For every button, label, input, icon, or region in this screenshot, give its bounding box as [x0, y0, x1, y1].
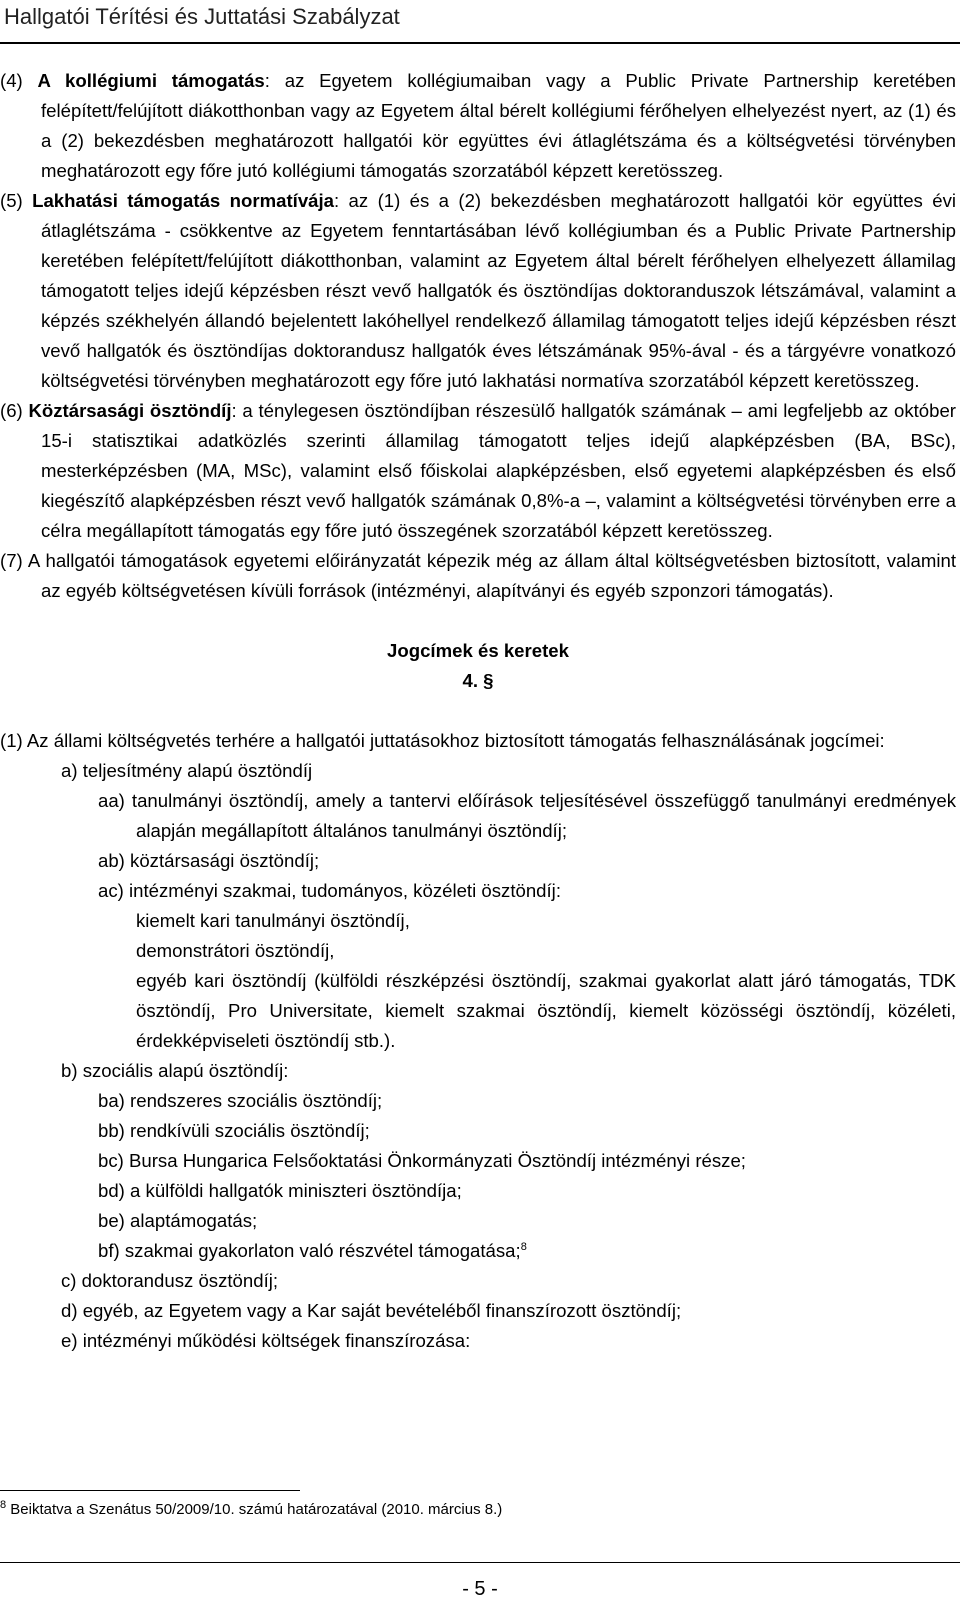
section-title: Jogcímek és keretek	[387, 640, 569, 661]
document-body	[0, 66, 956, 1356]
paragraph-5-number: (5)	[0, 190, 33, 211]
item-ac-3: egyéb kari ösztöndíj (külföldi részképzési ösztöndíj, szakmai gyakorlat alatt járó támogatás, TDK ösztöndíj, Pro Universitate, kiemelt szakmai ösztöndíj, kiemelt közösségi ösztöndíj, közéleti, érdekképviseleti ösztöndíj stb.).	[136, 970, 956, 1051]
item-bd: bd) a külföldi hallgatók miniszteri ösztöndíja;	[98, 1180, 462, 1201]
paragraph-7-text: A hallgatói támogatások egyetemi előirányzatát képezik még az állam által költségvetésben biztosított, valamint az egyéb költségvetésen kívüli források (intézményi, alapítványi és egyéb szponzori támogatás).	[27, 550, 956, 601]
footnote-mark: 8	[0, 1499, 7, 1511]
paragraph-5-text: : az (1) és a (2) bekezdésben meghatározott hallgatói kör együttes évi átlaglétszáma - csökkentve az Egyetem fenntartásában lévő kollégiumban és a Public Private Partnership keretében felépített/felújított diákotthonban, valamint az Egyetem által bérelt férőhelyen elhelyezett államilag támogatott teljes idejű képzésben részt vevő hallgatók és ösztöndíjas doktoranduszok létszámával, valamint a képzés székhelyén állandó bejelentett lakóhellyel rendelkező államilag támogatott teljes idejű képzésben részt vevő hallgatók és ösztöndíjas doktorandusz hallgatók éves létszámának 95%-ával - és a tárgyévre vonatkozó költségvetési törvényben meghatározott egy főre jutó lakhatási normatíva szorzatából képzett keretösszeg.	[41, 190, 957, 391]
paragraph-5-term: Lakhatási támogatás normatívája	[32, 190, 335, 211]
item-bf	[0, 1236, 956, 1266]
header-rule	[0, 42, 960, 44]
item-d: d) egyéb, az Egyetem vagy a Kar saját bevételéből finanszírozott ösztöndíj;	[61, 1300, 682, 1321]
paragraph-4-number: (4)	[0, 70, 38, 91]
item-bb: bb) rendkívüli szociális ösztöndíj;	[98, 1120, 370, 1141]
paragraph-4-text: : az Egyetem kollégiumaiban vagy a Public Private Partnership keretében felépített/felújított diákotthonban vagy az Egyetem által bérelt kollégiumi férőhelyen elhelyezést nyert, az (1) és a (2) bekezdésben meghatározott hallgatói kör együttes évi átlaglétszáma és a költségvetési törvényben meghatározott egy főre jutó kollégiumi támogatás szorzatából képzett keretösszeg.	[41, 70, 956, 181]
item-ac-1: kiemelt kari tanulmányi ösztöndíj,	[136, 910, 410, 931]
footnote-text: Beiktatva a Szenátus 50/2009/10. számú határozatával (2010. március 8.)	[6, 1501, 503, 1518]
paragraph-5	[0, 186, 956, 396]
paragraph-6	[0, 396, 956, 546]
footnote	[0, 1500, 502, 1520]
item-aa: aa) tanulmányi ösztöndíj, amely a tantervi előírások teljesítésével összefüggő tanulmányi eredmények alapján megállapított általános tanulmányi ösztöndíj;	[98, 790, 956, 841]
item-b: b) szociális alapú ösztöndíj:	[61, 1060, 289, 1081]
footnote-reference[interactable]: 8	[520, 1240, 527, 1253]
subsection-1-intro: (1) Az állami költségvetés terhére a hallgatói juttatásokhoz biztosított támogatás felhasználásának jogcímei:	[0, 730, 885, 751]
section-number: 4. §	[462, 670, 494, 691]
document-header-title: Hallgatói Térítési és Juttatási Szabályzat	[4, 4, 400, 29]
paragraph-6-text: : a ténylegesen ösztöndíjban részesülő hallgatók számának – ami legfeljebb az október 15-i statisztikai adatközlés szerinti államilag támogatott teljes idejű alapképzésben (BA, BSc), mesterképzésben (MA, MSc), valamint első főiskolai alapképzésben, első egyetemi alapképzésben és első kiegészítő alapképzésben részt vevő hallgatók számának 0,8%-a –, valamint a költségvetési törvényben erre a célra megállapított támogatás egy főre jutó összegének szorzatából képzett keretösszeg.	[41, 400, 957, 541]
item-be: be) alaptámogatás;	[98, 1210, 258, 1231]
item-a: a) teljesítmény alapú ösztöndíj	[61, 760, 313, 781]
item-ab: ab) köztársasági ösztöndíj;	[98, 850, 320, 871]
item-bc: bc) Bursa Hungarica Felsőoktatási Önkormányzati Ösztöndíj intézményi része;	[98, 1150, 746, 1171]
paragraph-4	[0, 66, 956, 186]
page-number: - 5 -	[462, 1578, 498, 1600]
item-c: c) doktorandusz ösztöndíj;	[61, 1270, 279, 1291]
section-gap	[0, 696, 956, 726]
item-ac-2: demonstrátori ösztöndíj,	[136, 940, 335, 961]
paragraph-6-term: Köztársasági ösztöndíj	[28, 400, 232, 421]
item-ba: ba) rendszeres szociális ösztöndíj;	[98, 1090, 383, 1111]
footnote-rule	[0, 1490, 300, 1491]
item-bf-text: bf) szakmai gyakorlaton való részvétel támogatása;	[98, 1240, 521, 1261]
paragraph-4-term: A kollégiumi támogatás	[37, 70, 265, 91]
paragraph-7-number: (7)	[0, 550, 28, 571]
item-e: e) intézményi működési költségek finanszírozása:	[61, 1330, 471, 1351]
paragraph-7	[0, 546, 956, 606]
item-ac: ac) intézményi szakmai, tudományos, közéleti ösztöndíj:	[98, 880, 561, 901]
paragraph-6-number: (6)	[0, 400, 29, 421]
section-gap	[0, 606, 956, 636]
footer-rule	[0, 1562, 960, 1563]
